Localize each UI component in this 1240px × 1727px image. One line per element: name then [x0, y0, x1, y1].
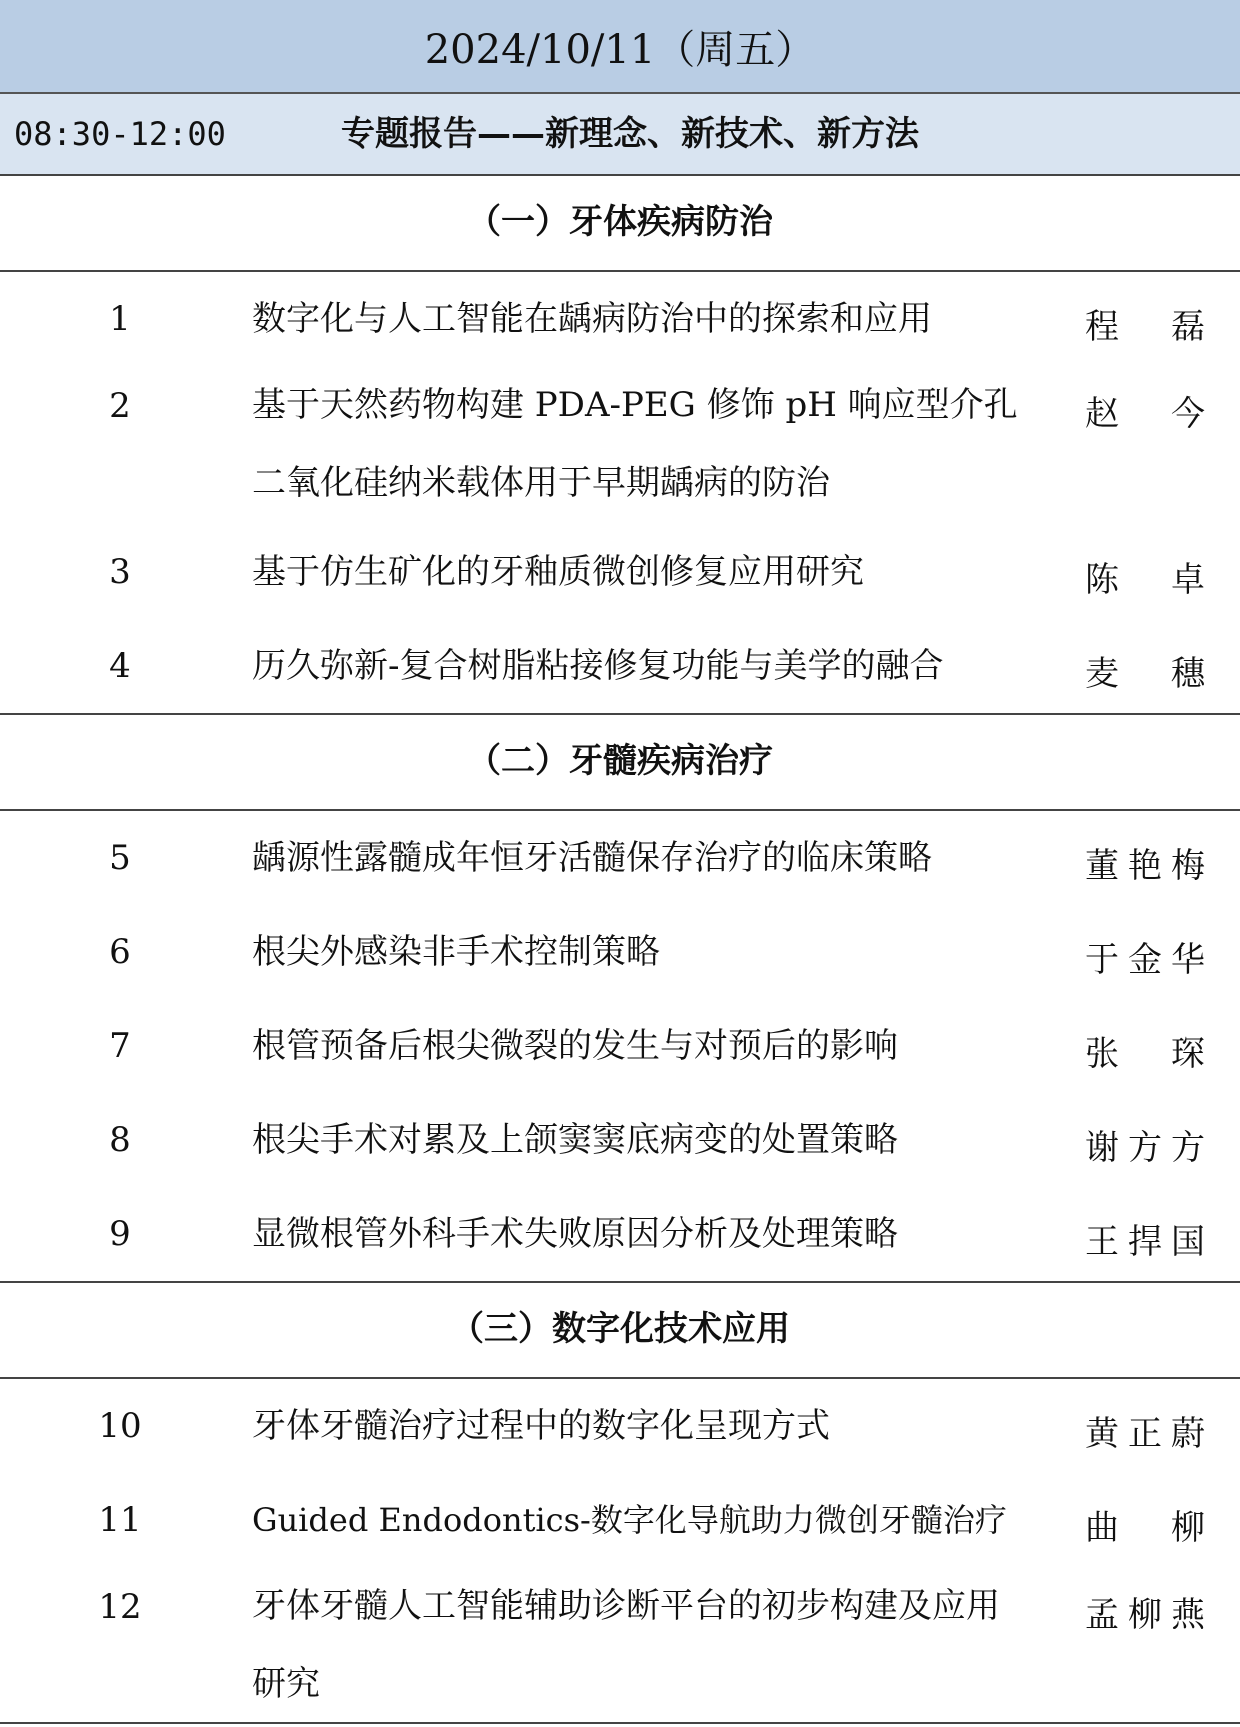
- talk-title: Guided Endodontics-数字化导航助力微创牙髓治疗: [252, 1501, 1007, 1539]
- talk-number: 12: [98, 1587, 142, 1627]
- talk-speaker: 董艳梅: [1085, 846, 1205, 886]
- talk-speaker: 麦 穗: [1085, 654, 1205, 694]
- talk-speaker: 曲 柳: [1085, 1508, 1205, 1548]
- talk-number: 11: [98, 1500, 142, 1540]
- talk-number: 8: [109, 1120, 131, 1160]
- talk-speaker: 孟柳燕: [1085, 1595, 1205, 1635]
- talk-speaker: 谢方方: [1085, 1128, 1205, 1168]
- talk-number: 1: [109, 299, 131, 339]
- talk-speaker: 王捍国: [1085, 1222, 1205, 1262]
- date-text: 2024/10/11（周五）: [424, 26, 816, 73]
- talk-number: 10: [98, 1406, 142, 1446]
- talk-title: 历久弥新-复合树脂粘接修复功能与美学的融合: [252, 646, 944, 686]
- talk-title: 基于仿生矿化的牙釉质微创修复应用研究: [252, 552, 864, 592]
- session-header: [0, 94, 1240, 176]
- talk-title: 基于天然药物构建 PDA-PEG 修饰 pH 响应型介孔二氧化硅纳米载体用于早期龋病的防治: [252, 385, 1018, 503]
- talk-speaker: 张 琛: [1085, 1034, 1205, 1074]
- talk-speaker: 程 磊: [1085, 307, 1205, 347]
- talk-title: 数字化与人工智能在龋病防治中的探索和应用: [252, 299, 932, 339]
- talk-speaker: 于金华: [1085, 940, 1205, 980]
- talk-speaker: 陈 卓: [1085, 560, 1205, 600]
- session-time: 08:30-12:00: [14, 115, 226, 153]
- talk-number: 4: [109, 646, 131, 686]
- talk-title: 牙体牙髓治疗过程中的数字化呈现方式: [252, 1406, 830, 1446]
- talk-number: 9: [109, 1214, 131, 1254]
- talk-title: 龋源性露髓成年恒牙活髓保存治疗的临床策略: [252, 838, 932, 878]
- talk-title: 根尖手术对累及上颌窦窦底病变的处置策略: [252, 1120, 898, 1160]
- section-header: （三）数字化技术应用: [0, 1281, 1240, 1379]
- talk-speaker: 黄正蔚: [1085, 1414, 1205, 1454]
- talk-number: 5: [109, 838, 131, 878]
- talk-title: 根尖外感染非手术控制策略: [252, 932, 660, 972]
- talk-title: 显微根管外科手术失败原因分析及处理策略: [252, 1214, 898, 1254]
- date-header: [0, 0, 1240, 94]
- talk-number: 3: [109, 552, 131, 592]
- section-header: （一）牙体疾病防治: [0, 174, 1240, 272]
- talk-speaker: 赵 今: [1085, 394, 1205, 434]
- bottom-rule: [0, 1722, 1240, 1724]
- talk-title: 根管预备后根尖微裂的发生与对预后的影响: [252, 1026, 898, 1066]
- talk-number: 7: [109, 1026, 131, 1066]
- session-title: 专题报告——新理念、新技术、新方法: [341, 114, 919, 154]
- section-header: （二）牙髓疾病治疗: [0, 713, 1240, 811]
- talk-number: 2: [109, 386, 131, 426]
- talk-number: 6: [109, 932, 131, 972]
- talk-title: 牙体牙髓人工智能辅助诊断平台的初步构建及应用研究: [252, 1586, 1000, 1704]
